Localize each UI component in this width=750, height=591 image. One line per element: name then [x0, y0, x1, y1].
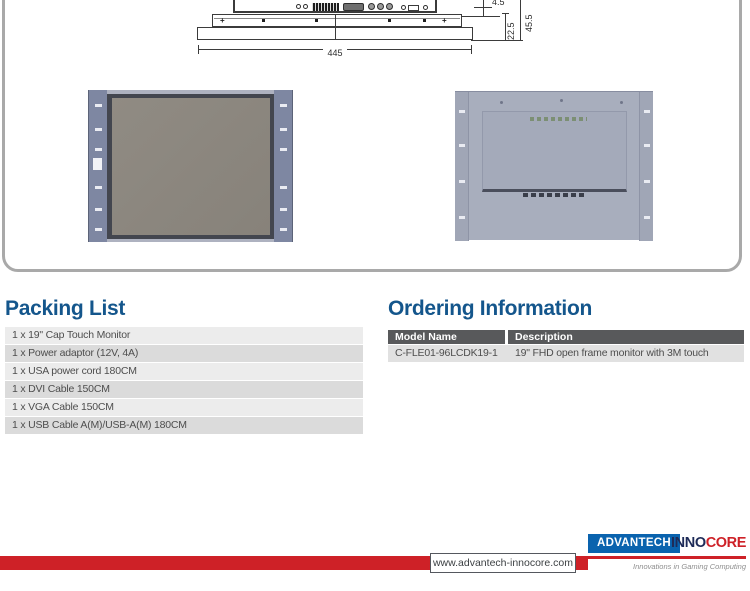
mount-slot: [280, 186, 287, 189]
mount-slot: [280, 228, 287, 231]
packing-list-title: Packing List: [5, 297, 126, 320]
screw-icon: [262, 19, 265, 22]
screw-icon: [315, 19, 318, 22]
mount-slot: [644, 180, 650, 183]
advantech-logo: ADVANTECH: [588, 534, 680, 553]
mount-slot: [459, 180, 465, 183]
dim-step-label: 4.5: [492, 0, 505, 7]
column-header-model-name: Model Name: [388, 330, 505, 344]
screen: [112, 98, 270, 235]
mount-slot: [95, 128, 102, 131]
brand-tagline: Innovations in Gaming Computing: [633, 562, 746, 571]
packing-list-item: 1 x Power adaptor (12V, 4A): [5, 345, 363, 362]
ordering-table-header: [388, 330, 744, 344]
screw-cross-icon: +: [220, 16, 225, 25]
io-jack-icon: [303, 4, 308, 9]
mount-slot: [459, 110, 465, 113]
ordering-table: [388, 330, 744, 362]
rear-io-connectors: [523, 193, 585, 197]
dim-45-5-label: 45.5: [524, 14, 534, 32]
io-jack-icon: [368, 3, 375, 10]
packing-list-item: 1 x USA power cord 180CM: [5, 363, 363, 380]
description-cell: 19" FHD open frame monitor with 3M touch: [515, 347, 709, 359]
mount-slot: [644, 110, 650, 113]
terminal-block-icon: [530, 117, 587, 121]
dim-line-step: [483, 0, 484, 16]
mount-slot: [280, 104, 287, 107]
dim-leader-line: [474, 7, 492, 8]
mount-slot: [95, 186, 102, 189]
innocore-logo: [671, 533, 746, 553]
model-name-cell: C-FLE01-96LCDK19-1: [395, 347, 498, 359]
vga-connector-icon: [343, 3, 364, 11]
dim-line-45-5: [520, 0, 521, 40]
monitor-front-photo: [88, 90, 293, 242]
mount-slot: [280, 148, 287, 151]
dim-22-5-label: 22.5: [506, 22, 516, 40]
screw-icon: [500, 101, 503, 104]
mount-slot: [95, 228, 102, 231]
packing-list-item: 1 x VGA Cable 150CM: [5, 399, 363, 416]
dim-445-label: 445: [323, 48, 346, 58]
packing-list-item: 1 x DVI Cable 150CM: [5, 381, 363, 398]
dim-445-label-wrap: [190, 43, 480, 61]
rear-cover-panel: [482, 111, 627, 192]
io-jack-icon: [377, 3, 384, 10]
monitor-rear-photo: [455, 91, 653, 240]
packing-list-item: 1 x USB Cable A(M)/USB-A(M) 180CM: [5, 417, 363, 434]
dvi-connector-icon: [312, 3, 339, 11]
screw-icon: [620, 101, 623, 104]
screw-cross-icon: +: [442, 16, 447, 25]
dim-ext-line: [462, 16, 500, 17]
screw-icon: [560, 99, 563, 102]
mount-slot: [644, 216, 650, 219]
dim-tick: [502, 13, 509, 14]
innocore-logo-inno: INNO: [671, 535, 706, 551]
mount-slot: [459, 216, 465, 219]
mount-bracket-left: [88, 90, 107, 242]
led-hole-icon: [423, 5, 428, 10]
mount-slot: [644, 144, 650, 147]
mount-slot: [95, 104, 102, 107]
packing-list: [5, 327, 363, 435]
io-jack-icon: [296, 4, 301, 9]
ordering-information-title: Ordering Information: [388, 297, 593, 320]
innocore-logo-core: CORE: [705, 535, 746, 551]
center-line: [335, 14, 336, 40]
dim-ext-line: [471, 40, 523, 41]
table-row: [388, 345, 744, 362]
mount-flange-right: [639, 92, 653, 241]
latch: [93, 158, 102, 170]
mount-flange-left: [455, 92, 469, 241]
mount-slot: [280, 208, 287, 211]
mount-slot: [95, 148, 102, 151]
logo-underline: [588, 556, 746, 559]
power-switch-icon: [408, 5, 419, 11]
led-hole-icon: [401, 5, 406, 10]
screw-icon: [388, 19, 391, 22]
column-header-description: Description: [508, 330, 744, 344]
mount-bracket-right: [274, 90, 293, 242]
dimension-drawing: [190, 0, 550, 98]
mount-slot: [280, 128, 287, 131]
website-link[interactable]: www.advantech-innocore.com: [430, 553, 576, 573]
io-jack-icon: [386, 3, 393, 10]
mount-slot: [459, 144, 465, 147]
packing-list-item: 1 x 19" Cap Touch Monitor: [5, 327, 363, 344]
mount-slot: [95, 208, 102, 211]
screen-bezel: [107, 94, 274, 239]
screw-icon: [423, 19, 426, 22]
